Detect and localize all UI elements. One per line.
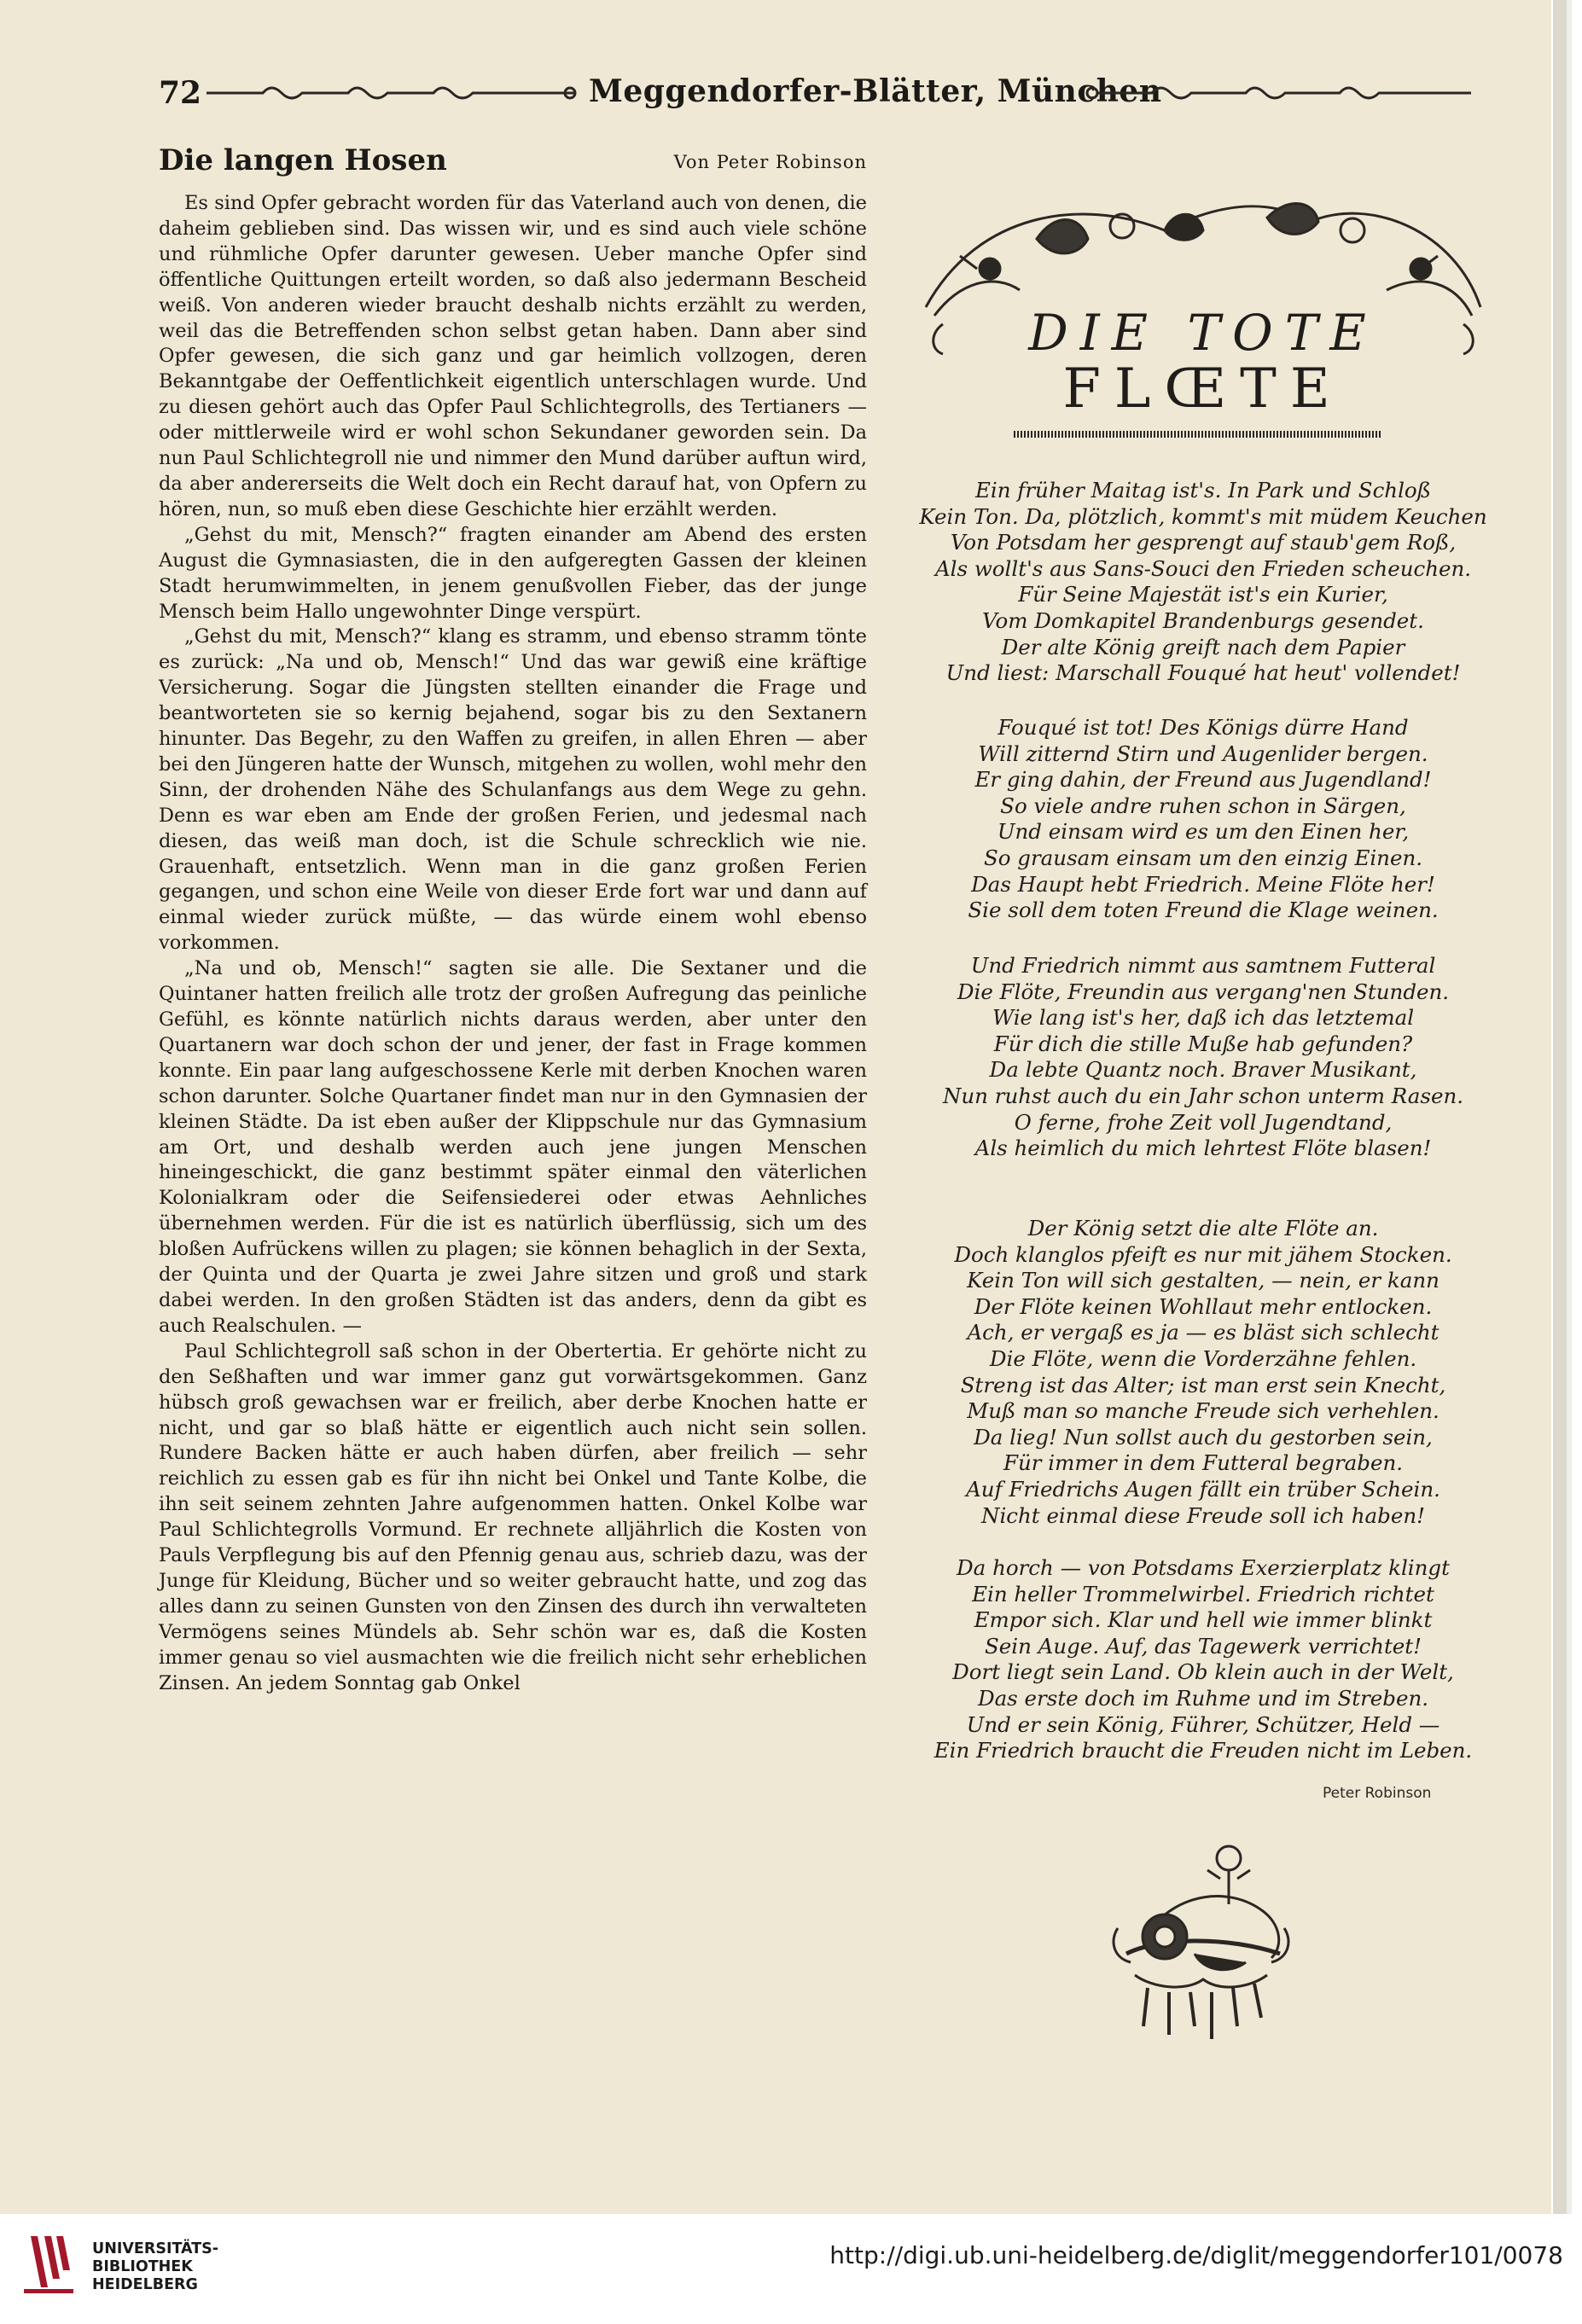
stanza-3: [913, 953, 1493, 1162]
poem-line: Vom Domkapitel Brandenburgs gesendet.: [982, 607, 1424, 633]
article-body: [159, 191, 867, 1696]
article-author: Von Peter Robinson: [673, 152, 867, 172]
magazine-title: Meggendorfer-Blätter, München: [589, 73, 1162, 109]
poem-line: Nicht einmal diese Freude soll ich haben!: [981, 1502, 1425, 1528]
poem-line: Die Flöte, Freundin aus vergang'nen Stunden.: [957, 979, 1450, 1004]
poem-line: Auf Friedrichs Augen fällt ein trüber Schein.: [966, 1476, 1440, 1502]
stanza-5: [913, 1555, 1493, 1764]
library-name: [92, 2240, 218, 2294]
poem-line: Da lieg! Nun sollst auch du gestorben sein,: [974, 1424, 1433, 1450]
poem-line: Das erste doch im Ruhme und im Streben.: [977, 1685, 1429, 1711]
poem-line: Streng ist das Alter; ist man erst sein Knecht,: [960, 1372, 1446, 1397]
poem-line: Von Potsdam her gesprengt auf staub'gem Roß,: [950, 530, 1457, 555]
poem-line: Fouqué ist tot! Des Königs dürre Hand: [997, 715, 1409, 740]
poem-line: O ferne, frohe Zeit voll Jugendtand,: [1014, 1109, 1393, 1135]
poem-line: Da lebte Quantz noch. Braver Musikant,: [989, 1057, 1417, 1083]
page-number: 72: [159, 75, 202, 111]
poem-line: Ein Friedrich braucht die Freuden nicht im Leben.: [933, 1738, 1473, 1763]
paragraph: „Gehst du mit, Mensch?“ fragten einander am Abend des ersten August die Gymnasiasten, die in den aufgeregten Gassen der kleinen Stadt herumwimmelten, in jenem genußvollen Fieber, das der junge Mensch beim Hallo ungewohnter Dinge verspürt.: [159, 523, 867, 623]
poem-line: So grausam einsam um den einzig Einen.: [983, 845, 1423, 870]
library-line-2: BIBLIOTHEK: [92, 2258, 193, 2275]
paragraph: „Gehst du mit, Mensch?“ klang es stramm, und ebenso stramm tönte es zurück: „Na und ob, Mensch!“ Und das war gewiß eine kräftige Versicherung. Sogar die Jüngsten stellten einander die Frage und beantworteten sie so kernig bejahend, sogar bis zu den Sextanern hinunter. Das Begehr, zu den Waffen zu greifen, in allen Ehren — aber bei den Jüngeren hatte der Wunsch, mitgehen zu wollen, wohl mehr den Sinn, der drohenden Nähe des Schulanfangs aus dem Wege zu gehn. Denn es war eben am Ende der großen Ferien, und jedesmal nach diesen, das weiß man doch, ist die Schule schrecklich wie nie. Grauenhaft, entsetzlich. Wenn man in die ganz großen Ferien gegangen, und schon eine Weile von dieser Erde fort war und dann auf einmal wieder zurück müßte, — das würde einem wohl ebenso vorkommen.: [159, 625, 867, 955]
header-ornament-right: [1084, 80, 1476, 106]
poem-line: So viele andre ruhen schon in Särgen,: [1000, 793, 1406, 818]
library-line-3: HEIDELBERG: [92, 2276, 198, 2293]
poem-line: Als wollt's aus Sans-Souci den Frieden scheuchen.: [934, 555, 1472, 581]
article-title: Die langen Hosen: [159, 143, 447, 177]
poem-line: Der alte König greift nach dem Papier: [1001, 634, 1405, 659]
poem-line: Er ging dahin, der Freund aus Jugendland!: [974, 767, 1432, 793]
paragraph: „Na und ob, Mensch!“ sagten sie alle. Die Sextaner und die Quintaner hatten freilich alle trotz der großen Aufregung das peinliche Gefühl, es könnte natürlich nichts daraus werden, aber unter den Quartanern war doch schon der und jener, der fast in Frage kommen konnte. Ein paar lang aufgeschossene Kerle mit derben Knochen waren schon darunter. Solche Quartaner findet man nur in den Gymnasien der kleinen Städte. Da ist eben außer der Klippschule nur das Gymnasium am Ort, und deshalb werden auch jene jungen Menschen hineingeschickt, die ganz bestimmt später einmal den väterlichen Kolonialkram oder die Seifensiederei oder etwas Aehnliches übernehmen werden. Für die ist es natürlich überflüssig, sich um des bloßen Aufrückens willen zu plagen; sie können behaglich in der Sexta, der Quinta und der Quarta je zwei Jahre sitzen und groß und stark dabei werden. In den großen Städten ist das anders, denn da gibt es auch Realschulen. —: [159, 957, 867, 1337]
poem-line: Da horch — von Potsdams Exerzierplatz klingt: [957, 1555, 1450, 1580]
poem-line: Der König setzt die alte Flöte an.: [1027, 1216, 1379, 1240]
poem-title: [909, 304, 1498, 421]
poem-line: Empor sich. Klar und hell wie immer blinkt: [974, 1607, 1433, 1633]
poem-line: Ein heller Trommelwirbel. Friedrich richtet: [972, 1581, 1434, 1606]
library-seal-icon: [19, 2228, 79, 2296]
poem-title-line-1: DIE TOTE: [1028, 304, 1378, 362]
poem-title-line-2: FLŒTE: [1062, 357, 1344, 421]
poem-line: Ach, er vergaß es ja — es bläst sich schlecht: [967, 1320, 1440, 1345]
stanza-1: [913, 478, 1493, 687]
page-edge: [1551, 0, 1582, 2214]
poem-line: Und Friedrich nimmt aus samtnem Futteral: [970, 953, 1436, 978]
poem-signature: Peter Robinson: [1323, 1785, 1432, 1802]
library-line-1: UNIVERSITÄTS-: [92, 2240, 219, 2257]
title-rule: [1014, 431, 1381, 438]
poem-line: Sein Auge. Auf, das Tagewerk verrichtet!: [985, 1633, 1422, 1659]
header-ornament-left: [203, 80, 579, 106]
poem-line: Will zitternd Stirn und Augenlider bergen.: [978, 741, 1428, 766]
poem-line: Für immer in dem Futteral begraben.: [1003, 1450, 1404, 1476]
paragraph: Es sind Opfer gebracht worden für das Vaterland auch von denen, die daheim geblieben sind. Das wissen wir, und es sind auch viele schöne und rühmliche Opfer darunter gewesen. Ueber manche Opfer sind öffentliche Quittungen erteilt worden, so daß also jedermann Bescheid weiß. Von anderen wieder braucht deshalb nichts erzählt zu werden, weil das die Betreffenden schon selbst getan haben. Dann aber sind Opfer gewesen, die sich ganz und gar heimlich vollzogen, deren Bekanntgabe der Oeffentlichkeit eigentlich unterschlagen wurde. Und zu diesen gehört auch das Opfer Paul Schlichtegrolls, des Tertianers — oder mittlerweile wird er wohl schon Sekundaner geworden sein. Da nun Paul Schlichtegroll nie und nimmer den Mund darüber auftun wird, da aber andererseits die Welt doch ein Recht darauf hat, von Opfern zu hören, nun, so muß eben diese Geschichte hier erzählt werden.: [159, 192, 867, 520]
stanza-4: [913, 1216, 1493, 1529]
flute-vignette-illustration: [1101, 1826, 1306, 2056]
poem-line: Sie soll dem toten Freund die Klage weinen.: [968, 898, 1439, 923]
poem-line: Muß man so manche Freude sich verhehlen.: [967, 1398, 1440, 1424]
poem-line: Die Flöte, wenn die Vorderzähne fehlen.: [989, 1345, 1417, 1371]
source-url-link[interactable]: http://digi.ub.uni-heidelberg.de/diglit/meggendorfer101/0078: [829, 2241, 1563, 2269]
poem-line: Nun ruhst auch du ein Jahr schon unterm Rasen.: [942, 1083, 1464, 1108]
poem-line: Kein Ton will sich gestalten, — nein, er kann: [967, 1268, 1440, 1293]
paragraph: Paul Schlichtegroll saß schon in der Obertertia. Er gehörte nicht zu den Seßhaften und war immer ganz gut vorwärtsgekommen. Ganz hübsch groß gewachsen war er freilich, aber derbe Knochen hatte er nicht, und gar so blaß hätte er eigentlich auch nicht sein sollen. Rundere Backen hätte er auch haben dürfen, aber freilich — sehr reichlich zu essen gab es für ihn nicht bei Onkel und Tante Kolbe, die ihn seit seinem zehnten Jahre aufgenommen hatten. Onkel Kolbe war Paul Schlichtegrolls Vormund. Er rechnete alljährlich die Kosten von Pauls Verpflegung bis auf den Pfennig genau aus, schrieb dazu, was der Junge für Kleidung, Bücher und so weiter gebraucht hatte, und zog das alles dann zu seinen Gunsten von den Zinsen des durch ihn verwalteten Vermögens seines Mündels ab. Sehr schön war es, daß die Kosten immer genau so viel ausmachten wie die freilich nicht sehr erheblichen Zinsen. An jedem Sonntag gab Onkel: [159, 1339, 867, 1694]
poem-line: Das Haupt hebt Friedrich. Meine Flöte her!: [971, 871, 1435, 897]
poem-line: Doch klanglos pfeift es nur mit jähem Stocken.: [954, 1241, 1452, 1267]
poem-line: Kein Ton. Da, plötzlich, kommt's mit müdem Keuchen: [919, 503, 1487, 529]
poem-line: Als heimlich du mich lehrtest Flöte blasen!: [974, 1136, 1432, 1161]
poem-line: Und einsam wird es um den Einen her,: [997, 819, 1410, 845]
poem-line: Und er sein König, Führer, Schützer, Held —: [966, 1711, 1440, 1737]
poem-line: Wie lang ist's her, daß ich das letztemal: [992, 1005, 1415, 1031]
poem-line: Für Seine Majestät ist's ein Kurier,: [1018, 582, 1388, 607]
poem-line: Ein früher Maitag ist's. In Park und Schloß: [974, 478, 1432, 503]
poem-line: Der Flöte keinen Wohllaut mehr entlocken.: [974, 1293, 1433, 1319]
poem-line: Für dich die stille Muße hab gefunden?: [993, 1031, 1413, 1056]
stanza-2: [913, 715, 1493, 924]
poem-line: Und liest: Marschall Fouqué hat heut' vollendet!: [945, 660, 1461, 686]
poem-line: Dort liegt sein Land. Ob klein auch in der Welt,: [952, 1659, 1454, 1685]
